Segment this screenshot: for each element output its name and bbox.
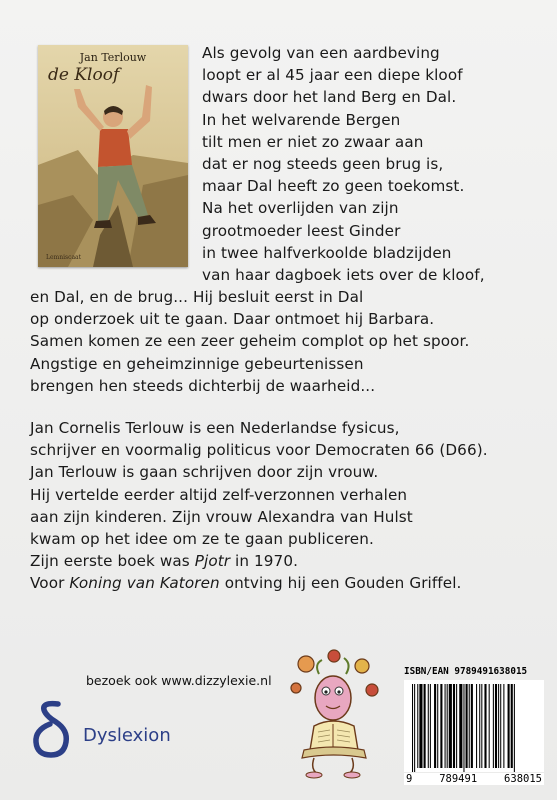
book-title-pjotr: Pjotr [194, 552, 231, 571]
barcode-digit-group: 9 [406, 773, 413, 785]
barcode-bar [456, 684, 457, 768]
blurb-line: op onderzoek uit te gaan. Daar ontmoet hij Barbara. [30, 310, 435, 329]
barcode-bar [440, 684, 442, 768]
blurb-line: grootmoeder leest Ginder [202, 221, 401, 240]
barcode-bar [503, 684, 504, 768]
blurb-line: brengen hen steeds dichterbij de waarheid... [30, 376, 376, 395]
blurb-line: maar Dal heeft zo geen toekomst. [202, 177, 465, 196]
bio-line: Jan Terlouw is gaan schrijven door zijn vrouw. [30, 463, 379, 482]
blurb-line: Na het overlijden van zijn [202, 199, 399, 218]
cover-title: de Kloof [48, 65, 120, 85]
barcode-bar [479, 684, 480, 768]
barcode-bar [437, 684, 438, 768]
author-bio [30, 417, 545, 595]
bio-line: schrijver en voormalig politicus voor Democraten 66 (D66). [30, 441, 488, 460]
barcode-bar [495, 684, 497, 768]
cover-publisher: Lemniscaat [46, 254, 82, 261]
book-title-koning-van-katoren: Koning van Katoren [69, 574, 220, 593]
mascot-reading-icon [284, 646, 384, 781]
barcode-bar [471, 684, 473, 768]
blurb-line: Als gevolg van een aardbeving [202, 44, 440, 62]
bio-text: Zijn eerste boek was [30, 552, 195, 571]
bio-line [30, 572, 545, 594]
blurb-line: dwars door het land Berg en Dal. [202, 88, 457, 107]
barcode-bar [514, 684, 515, 772]
blurb-line: van haar dagboek iets over de kloof, [202, 265, 485, 284]
barcode-bar [511, 684, 513, 768]
barcode [404, 680, 544, 772]
barcode-bar [463, 684, 464, 772]
bio-line: Jan Cornelis Terlouw is een Nederlandse fysicus, [30, 419, 400, 437]
barcode-bar [508, 684, 510, 768]
barcode-bar [417, 684, 418, 768]
barcode-bar [459, 684, 462, 768]
barcode-bar [489, 684, 490, 768]
cover-author: Jan Terlouw [79, 51, 147, 64]
bio-line [30, 550, 545, 572]
barcode-bar [466, 684, 468, 768]
barcode-bar [449, 684, 452, 768]
barcode-bar [500, 684, 501, 768]
blurb-line: Angstige en geheimzinnige gebeurtenissen [30, 354, 364, 373]
barcode-bar [419, 684, 422, 768]
barcode-bar [453, 684, 455, 768]
barcode-bar [412, 684, 413, 772]
bio-text: Voor [30, 574, 70, 593]
barcode-bar [484, 684, 486, 768]
barcode-bar [447, 684, 448, 768]
bio-line: kwam op het idee om ze te gaan publiceren. [30, 529, 374, 548]
barcode-digit-group: 789491 [439, 773, 478, 785]
blurb-line: In het welvarende Bergen [202, 110, 401, 129]
barcode-bar [430, 684, 431, 768]
isbn-label: ISBN/EAN 9789491638015 [404, 666, 528, 677]
dyslexion-brand-name: Dyslexion [83, 725, 171, 746]
website-link[interactable]: bezoek ook www.dizzylexie.nl [86, 673, 272, 688]
blurb-line: in twee halfverkoolde bladzijden [202, 243, 452, 262]
bio-text: ontving hij een Gouden Griffel. [219, 574, 462, 593]
barcode-bar [493, 684, 494, 768]
barcode-bar [424, 684, 426, 768]
barcode-bar [434, 684, 436, 768]
dyslexion-delta-logo-icon [30, 700, 72, 758]
blurb-line: en Dal, en de brug... Hij besluit eerst in Dal [30, 288, 364, 307]
barcode-bar [469, 684, 470, 768]
blurb-line: tilt men er niet zo zwaar aan [202, 132, 424, 151]
blurb-line: Samen komen ze een zeer geheim complot op het spoor. [30, 332, 470, 351]
blurb-line: dat er nog steeds geen brug is, [202, 154, 444, 173]
blurb-text [30, 42, 540, 397]
barcode-bar [445, 684, 446, 768]
blurb-line: loopt er al 45 jaar een diepe kloof [202, 66, 463, 85]
barcode-bars [404, 680, 544, 772]
barcode-bar [498, 684, 499, 768]
barcode-bar [481, 684, 482, 768]
bio-line: aan zijn kinderen. Zijn vrouw Alexandra van Hulst [30, 507, 413, 526]
barcode-bar [428, 684, 429, 768]
barcode-digits [404, 773, 544, 785]
bio-text: in 1970. [230, 552, 299, 571]
barcode-digit-group: 638015 [504, 773, 542, 785]
barcode-bar [414, 684, 415, 772]
barcode-bar [476, 684, 477, 768]
bio-line: Hij vertelde eerder altijd zelf-verzonnen verhalen [30, 485, 408, 504]
